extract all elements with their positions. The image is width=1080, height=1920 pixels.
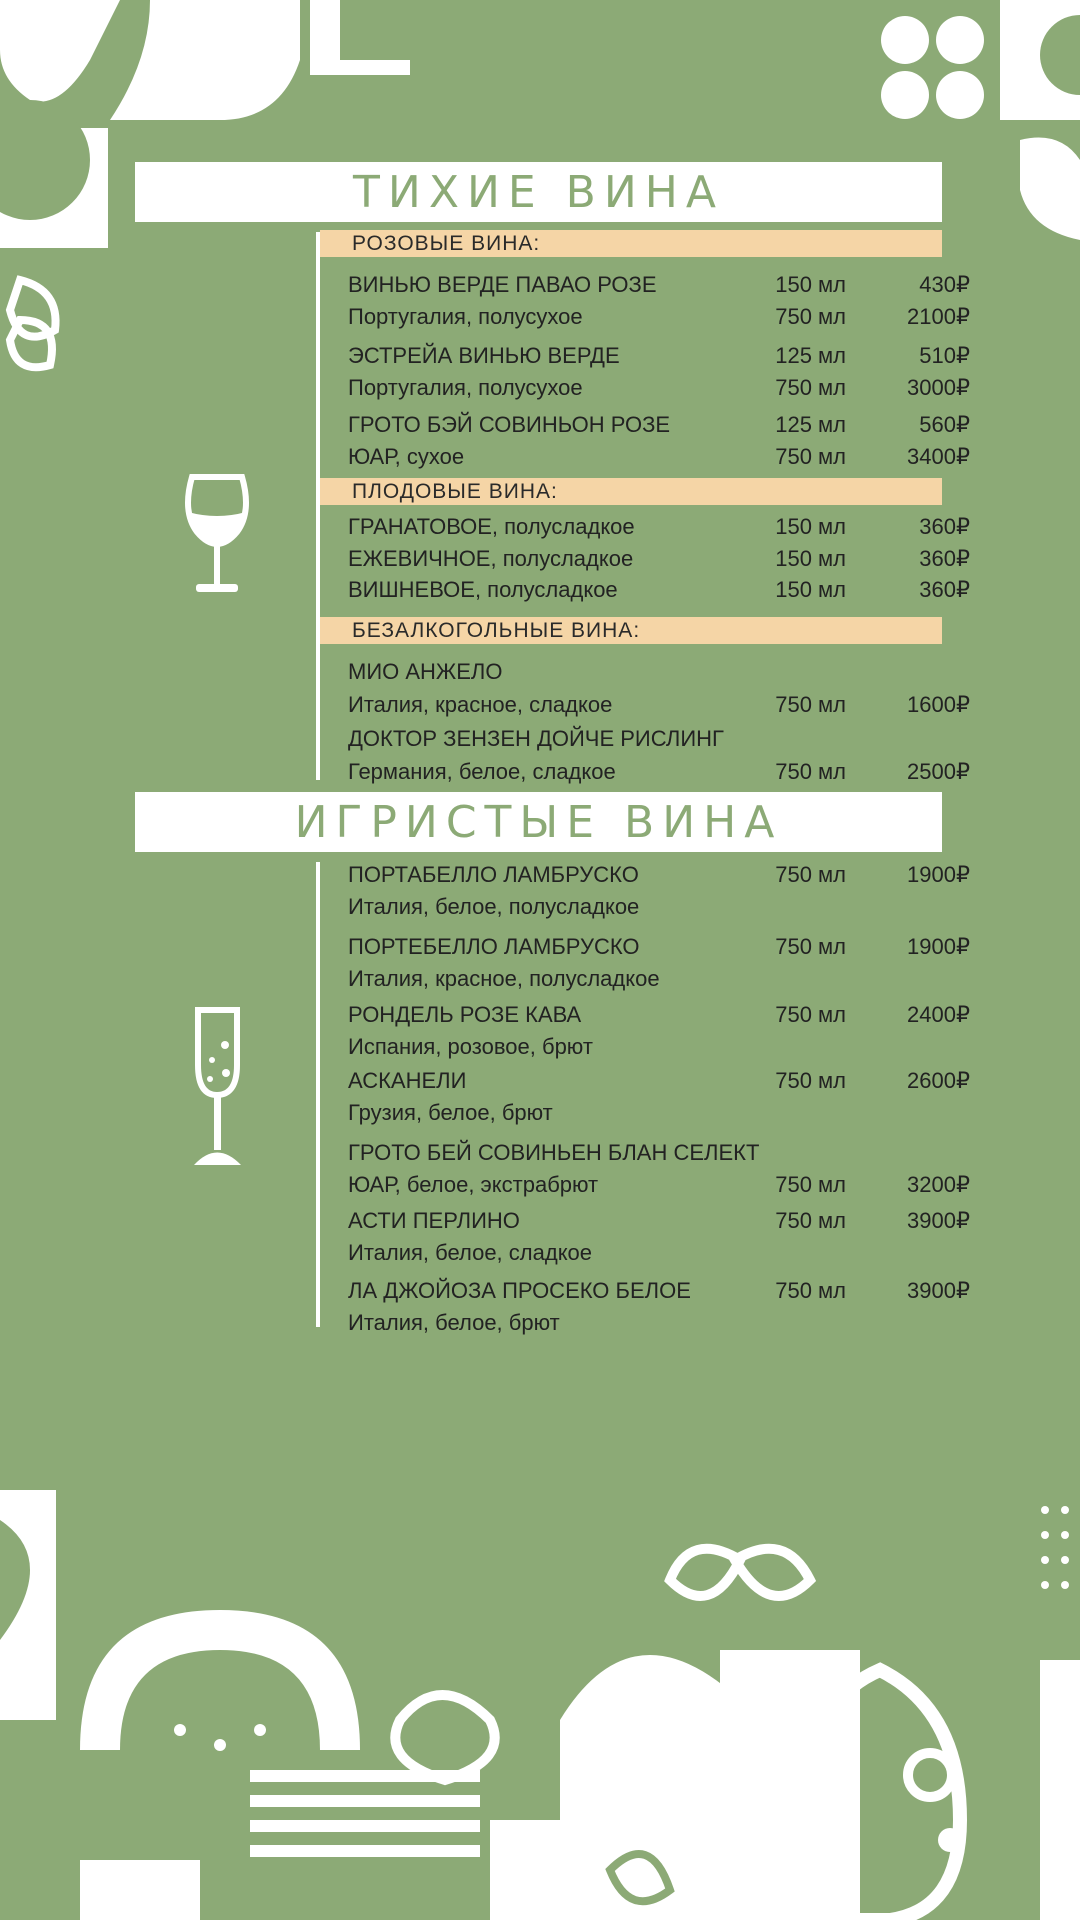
item-name: ВИНЬЮ ВЕРДЕ ПАВАО РОЗЕ <box>348 272 657 297</box>
item-volume: 750 мл <box>775 1172 846 1197</box>
item-name: МИО АНЖЕЛО <box>348 659 503 684</box>
item-volume: 750 мл <box>775 1068 846 1093</box>
item-name: ВИШНЕВОЕ, полусладкое <box>348 577 618 602</box>
menu-item-row <box>348 512 970 542</box>
item-name: Германия, белое, сладкое <box>348 759 616 784</box>
item-volume: 750 мл <box>775 759 846 784</box>
menu-item-row <box>348 442 970 472</box>
item-name: АСТИ ПЕРЛИНО <box>348 1208 520 1233</box>
item-price: 510₽ <box>919 343 970 368</box>
rose-wines-header <box>320 230 942 257</box>
menu-item-row <box>348 964 920 994</box>
rose-wines-label: РОЗОВЫЕ ВИНА: <box>352 231 541 255</box>
menu-item-row <box>348 373 970 403</box>
item-price: 3000₽ <box>907 375 970 400</box>
item-volume: 125 мл <box>775 412 846 437</box>
menu-item-row <box>348 860 970 890</box>
menu-item-row <box>348 410 970 440</box>
item-name: ЭСТРЕЙА ВИНЬЮ ВЕРДЕ <box>348 343 620 368</box>
item-volume: 150 мл <box>775 577 846 602</box>
menu-item-row <box>348 270 970 300</box>
menu-item-row <box>348 892 920 922</box>
item-volume: 750 мл <box>775 692 846 717</box>
still-wines-banner <box>135 162 942 222</box>
still-wines-title: ТИХИЕ ВИНА <box>353 166 724 218</box>
menu-item-row <box>348 341 970 371</box>
item-price: 360₽ <box>919 546 970 571</box>
item-price: 2500₽ <box>907 759 970 784</box>
item-price: 2100₽ <box>907 304 970 329</box>
item-name: ЕЖЕВИЧНОЕ, полусладкое <box>348 546 634 571</box>
section-divider-line <box>316 232 320 780</box>
item-volume: 750 мл <box>775 1002 846 1027</box>
item-volume: 125 мл <box>775 343 846 368</box>
menu-item-row <box>348 1138 920 1168</box>
item-price: 3400₽ <box>907 444 970 469</box>
item-price: 3900₽ <box>907 1278 970 1303</box>
item-volume: 750 мл <box>775 444 846 469</box>
menu-item-row <box>348 1238 920 1268</box>
item-name: ЮАР, белое, экстрабрют <box>348 1172 599 1197</box>
item-price: 2600₽ <box>907 1068 970 1093</box>
item-name: РОНДЕЛЬ РОЗЕ КАВА <box>348 1002 582 1027</box>
sparkling-wines-banner <box>135 792 942 852</box>
item-name: Италия, красное, сладкое <box>348 692 613 717</box>
item-name: Грузия, белое, брют <box>348 1100 553 1125</box>
menu-item-row <box>348 690 970 720</box>
nonalcoholic-wines-header <box>320 617 942 644</box>
menu-item-row <box>348 1066 970 1096</box>
nonalcoholic-wines-label: БЕЗАЛКОГОЛЬНЫЕ ВИНА: <box>352 618 641 642</box>
item-price: 2400₽ <box>907 1002 970 1027</box>
item-name: Италия, белое, сладкое <box>348 1240 593 1265</box>
item-volume: 750 мл <box>775 934 846 959</box>
section-divider-line <box>316 862 320 1327</box>
menu-item-row <box>348 1170 970 1200</box>
item-name: ЮАР, сухое <box>348 444 465 469</box>
fruit-wines-label: ПЛОДОВЫЕ ВИНА: <box>352 479 558 503</box>
item-price: 3900₽ <box>907 1208 970 1233</box>
menu-item-row <box>348 1308 920 1338</box>
item-name: ГРОТО БЭЙ СОВИНЬОН РОЗЕ <box>348 412 671 437</box>
item-name: ЛА ДЖОЙОЗА ПРОСЕКО БЕЛОЕ <box>348 1278 691 1303</box>
menu-item-row <box>348 1206 970 1236</box>
menu-item-row <box>348 657 920 687</box>
menu-item-row <box>348 302 970 332</box>
champagne-glass-icon <box>190 1005 245 1170</box>
item-volume: 750 мл <box>775 304 846 329</box>
menu-item-row <box>348 544 970 574</box>
item-name: Испания, розовое, брют <box>348 1034 593 1059</box>
item-name: ДОКТОР ЗЕНЗЕН ДОЙЧЕ РИСЛИНГ <box>348 726 724 751</box>
menu-item-row <box>348 757 970 787</box>
item-name: АСКАНЕЛИ <box>348 1068 467 1093</box>
item-price: 560₽ <box>919 412 970 437</box>
menu-item-row <box>348 932 970 962</box>
item-volume: 750 мл <box>775 862 846 887</box>
item-price: 360₽ <box>919 577 970 602</box>
top-left-shape <box>0 0 120 102</box>
item-name: ПОРТЕБЕЛЛО ЛАМБРУСКО <box>348 934 640 959</box>
item-volume: 750 мл <box>775 1278 846 1303</box>
item-name: ГРОТО БЕЙ СОВИНЬЕН БЛАН СЕЛЕКТ <box>348 1140 760 1165</box>
item-name: Португалия, полусухое <box>348 375 583 400</box>
item-name: ГРАНАТОВОЕ, полусладкое <box>348 514 635 539</box>
item-price: 1900₽ <box>907 862 970 887</box>
item-name: Италия, красное, полусладкое <box>348 966 660 991</box>
item-volume: 150 мл <box>775 514 846 539</box>
menu-item-row <box>348 575 970 605</box>
menu-item-row <box>348 1098 920 1128</box>
item-price: 1600₽ <box>907 692 970 717</box>
item-volume: 750 мл <box>775 375 846 400</box>
item-price: 1900₽ <box>907 934 970 959</box>
fruit-wines-header <box>320 478 942 505</box>
item-volume: 150 мл <box>775 546 846 571</box>
menu-item-row <box>348 724 920 754</box>
menu-item-row <box>348 1276 970 1306</box>
sparkling-wines-title: ИГРИСТЫЕ ВИНА <box>294 796 783 848</box>
item-price: 360₽ <box>919 514 970 539</box>
item-name: Италия, белое, брют <box>348 1310 560 1335</box>
item-price: 3200₽ <box>907 1172 970 1197</box>
item-volume: 750 мл <box>775 1208 846 1233</box>
item-name: Италия, белое, полусладкое <box>348 894 640 919</box>
item-name: ПОРТАБЕЛЛО ЛАМБРУСКО <box>348 862 639 887</box>
item-price: 430₽ <box>919 272 970 297</box>
item-name: Португалия, полусухое <box>348 304 583 329</box>
item-volume: 150 мл <box>775 272 846 297</box>
menu-item-row <box>348 1000 970 1030</box>
menu-item-row <box>348 1032 920 1062</box>
wine-glass-icon <box>182 472 252 597</box>
